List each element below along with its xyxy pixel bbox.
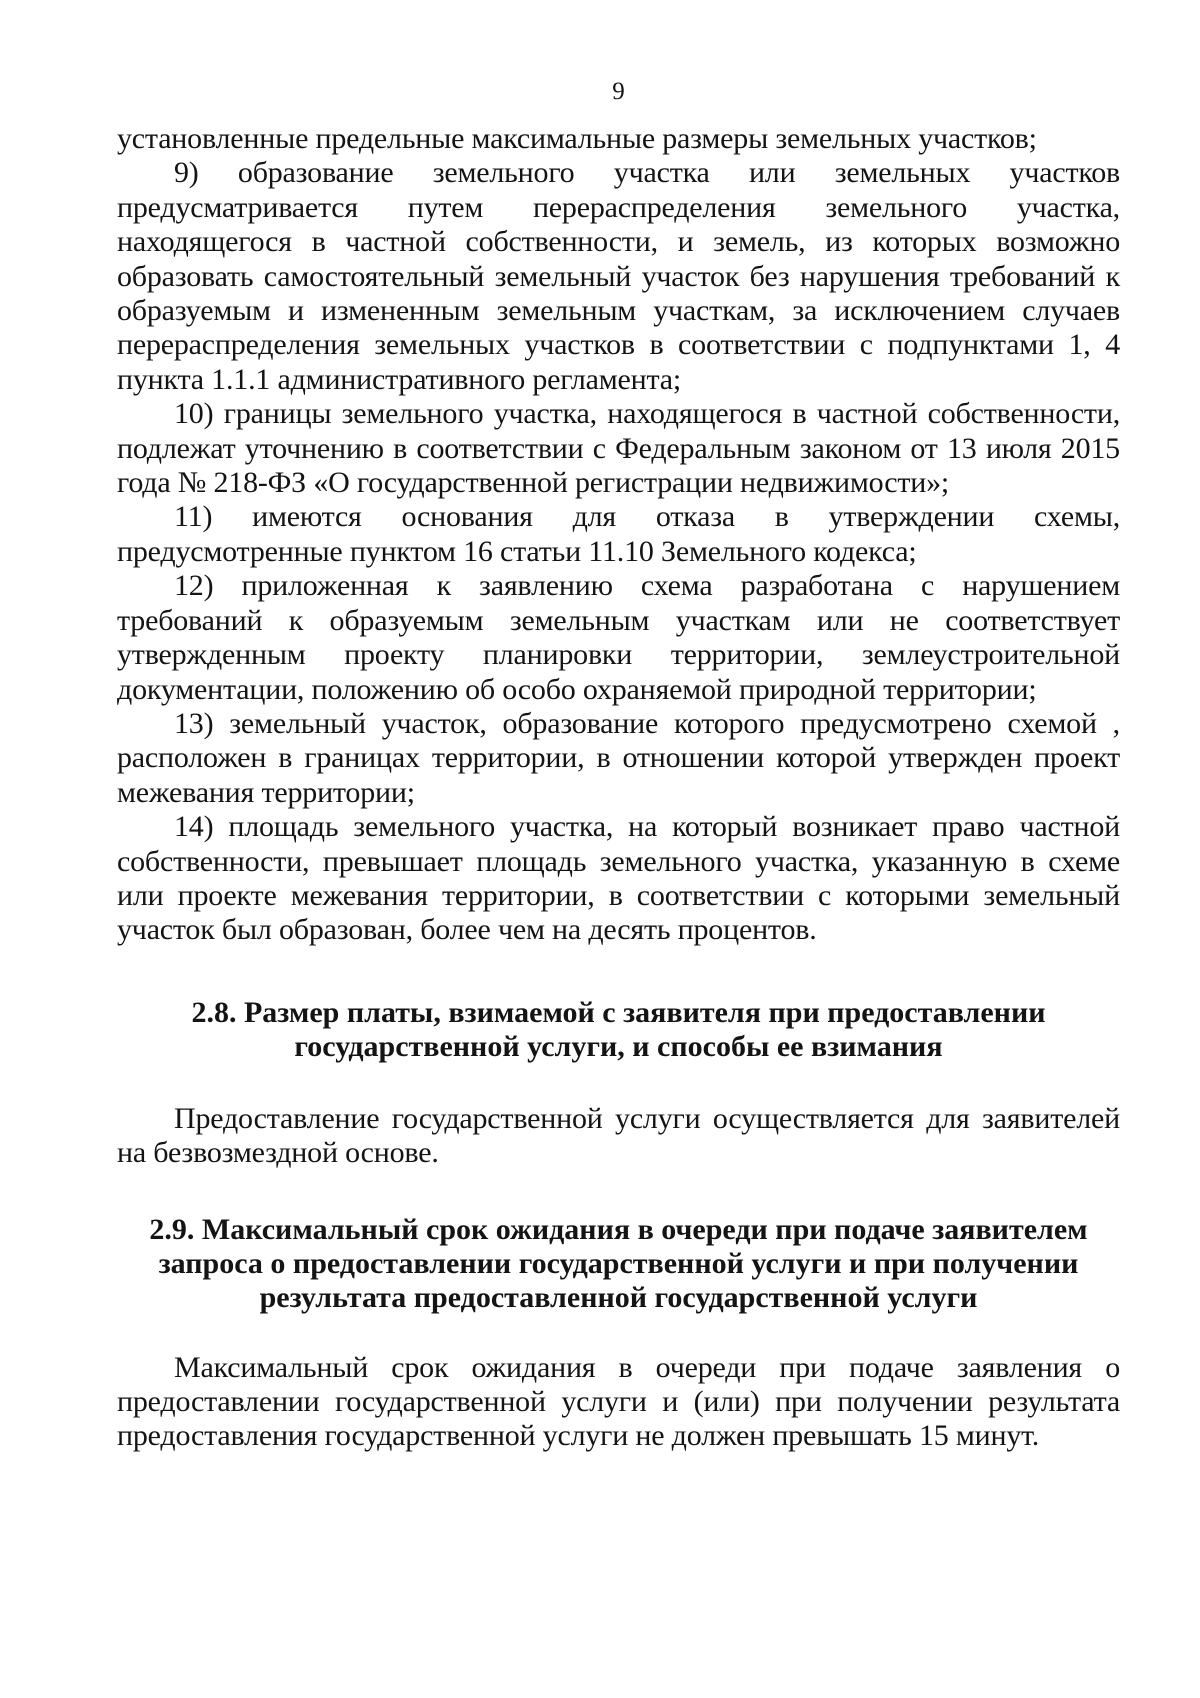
section-heading-2-8-line-1: 2.8. Размер платы, взимаемой с заявителя при предоставлении <box>191 995 1046 1029</box>
section-2-9-body: Максимальный срок ожидания в очереди при подаче заявления о предоставлении государственной услуги и (или) при получении результата предоставления государственной услуги не должен превышать 15 минут. <box>117 1350 1120 1453</box>
paragraph-item-10: 10) границы земельного участка, находящегося в частной собственности, подлежат уточнению в соответствии с Федеральным законом от 13 июля 2015 года № 218-ФЗ «О государственной регистрации недвижимости»; <box>117 397 1120 500</box>
section-heading-2-9-line-3: результата предоставленной государственной услуги <box>259 1280 978 1314</box>
paragraph-continuation: установленные предельные максимальные размеры земельных участков; <box>117 122 1037 155</box>
paragraph-item-9: 9) образование земельного участка или земельных участков предусматривается путем перераспределения земельного участка, находящегося в частной собственности, и земель, из которых возможно образовать самостоятельный земельный участок без нарушения требований к образуемым и измененным земельным участкам, за исключением случаев перераспределения земельных участков в соответствии с подпунктами 1, 4 пункта 1.1.1 административного регламента; <box>117 156 1120 396</box>
section-2-8-body: Предоставление государственной услуги осуществляется для заявителей на безвозмездной основе. <box>117 1101 1120 1170</box>
paragraph-item-11: 11) имеются основания для отказа в утверждении схемы, предусмотренные пунктом 16 статьи 11.10 Земельного кодекса; <box>117 500 1120 568</box>
paragraph-item-12: 12) приложенная к заявлению схема разработана с нарушением требований к образуемым земельным участкам или не соответствует утвержденным проекту планировки территории, землеустроительной документации, положению об особо охраняемой природной территории; <box>117 569 1120 706</box>
paragraph-item-13: 13) земельный участок, образование которого предусмотрено схемой , расположен в границах территории, в отношении которой утвержден проект межевания территории; <box>117 706 1120 809</box>
section-heading-2-9 <box>117 1213 1120 1315</box>
page-number: 9 <box>612 78 625 105</box>
section-heading-2-8-line-2: государственной услуги, и способы ее взимания <box>294 1029 943 1063</box>
section-heading-2-8 <box>117 996 1120 1064</box>
document-page <box>117 78 1120 1454</box>
section-heading-2-9-line-1: 2.9. Максимальный срок ожидания в очереди при подаче заявителем <box>149 1212 1088 1246</box>
paragraph-item-14: 14) площадь земельного участка, на который возникает право частной собственности, превышает площадь земельного участка, указанную в схеме или проекте межевания территории, в соответствии с которыми земельный участок был образован, более чем на десять процентов. <box>117 810 1120 947</box>
section-heading-2-9-line-2: запроса о предоставлении государственной услуги и при получении <box>158 1246 1079 1280</box>
